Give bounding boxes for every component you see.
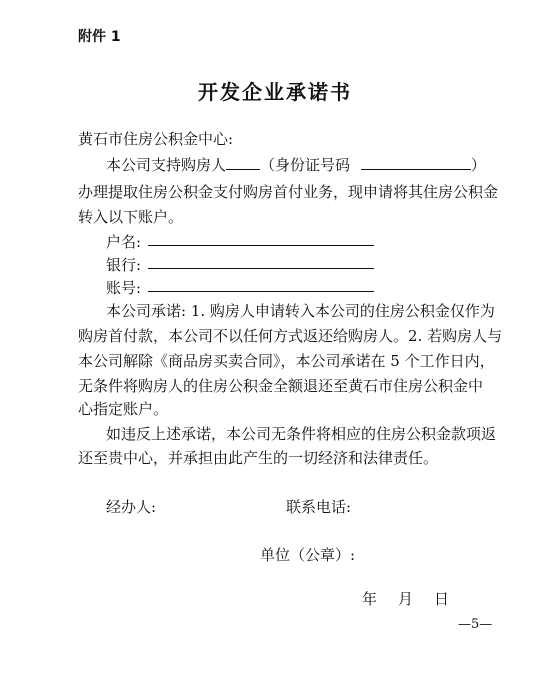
date-year: 年 — [362, 590, 378, 608]
promise-line-4: 无条件将购房人的住房公积金全额退还至黄石市住房公积金中 — [78, 377, 484, 395]
intro-line-2: 办理提取住房公积金支付购房首付业务，现申请将其住房公积金 — [78, 183, 499, 201]
intro-line-1 — [106, 154, 486, 175]
promise-line-3: 本公司解除《商品房买卖合同》，本公司承诺在 5 个工作日内， — [78, 352, 495, 370]
date-month: 月 — [398, 590, 414, 608]
addressee: 黄石市住房公积金中心: — [78, 130, 234, 148]
document-title: 开发企业承诺书 — [198, 80, 352, 104]
id-number-blank — [361, 155, 471, 170]
intro-text-a: 本公司支持购房人 — [106, 156, 227, 174]
bank-label: 银行: — [106, 256, 142, 274]
intro-text-b: （身份证号码 — [260, 156, 351, 174]
buyer-name-blank — [226, 155, 260, 170]
account-number-line — [148, 291, 374, 292]
promise-line-5: 心指定账户。 — [78, 400, 169, 418]
phone-label: 联系电话: — [286, 498, 352, 516]
intro-text-c: ） — [470, 156, 486, 174]
page-number: —5— — [458, 617, 493, 632]
handler-label: 经办人: — [106, 498, 157, 516]
account-number-label: 账号: — [106, 279, 142, 297]
account-name-label: 户名: — [106, 233, 142, 251]
date-day: 日 — [434, 590, 450, 608]
account-name-line — [148, 245, 374, 246]
intro-line-3: 转入以下账户。 — [78, 208, 184, 226]
annex-label: 附件 1 — [78, 29, 121, 45]
unit-seal-label: 单位（公章）: — [260, 546, 356, 564]
breach-line-1: 如违反上述承诺，本公司无条件将相应的住房公积金款项返 — [106, 425, 497, 443]
breach-line-2: 还至贵中心，并承担由此产生的一切经济和法律责任。 — [78, 449, 439, 467]
promise-line-2: 购房首付款，本公司不以任何方式返还给购房人。2. 若购房人与 — [78, 327, 503, 345]
promise-line-1: 本公司承诺: 1. 购房人申请转入本公司的住房公积金仅作为 — [106, 302, 495, 320]
bank-line — [148, 268, 374, 269]
